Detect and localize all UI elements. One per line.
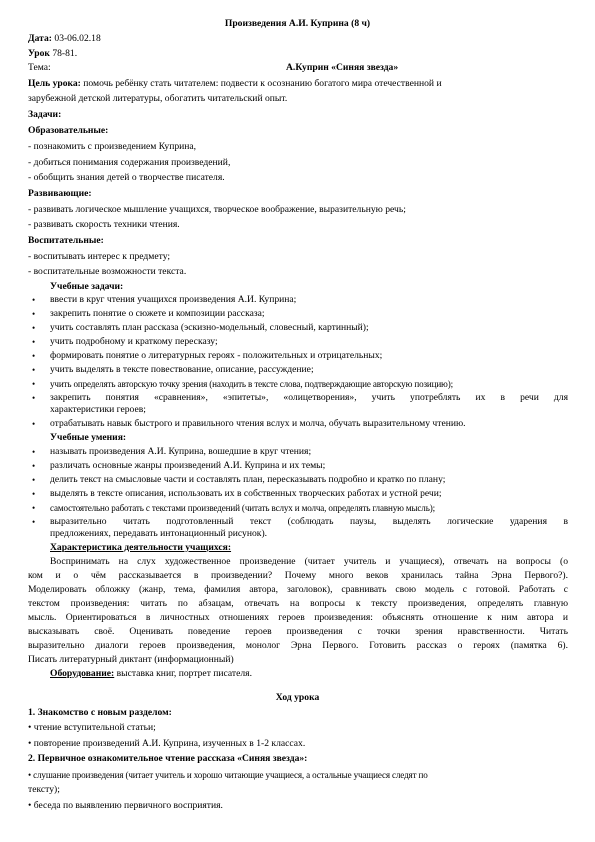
learning-task-item: учить подробному и краткому пересказу; [50,336,218,347]
bullet-icon: • [32,447,36,457]
activity-line: текстом произведения: читать по абзацам, отвечать на вопросы к тексту произведения, определять главную [28,598,568,609]
section-2-heading: 2. Первичное ознакомительное чтение рассказа «Синяя звезда»: [28,753,308,764]
activity-line: Воспринимать на слух художественное произведение (читает учитель и учащиеся), отвечать на вопросы (о [50,556,568,567]
activity-line: Моделировать обложку (жанр, тема, фамилия автора, заголовок), сравнивать свою модель с готовой. Работать с [28,584,568,595]
activity-line: ком и о чём рассказывается в произведении? Почему много веков хранилась тайна Эрна Первого?). [28,570,568,581]
learning-task-item: отрабатывать навык быстрого и правильного чтения вслух и молча, обучать выразительному чтению. [50,418,466,429]
activity-line: мысль. Ориентироваться в личностных отношениях героев произведения: объяснять отношение к ним автора и [28,612,568,623]
theme-line [28,62,568,74]
bullet-icon: • [32,517,36,527]
educational-item: - добиться понимания содержания произведений, [28,157,231,168]
equipment-value: выставка книг, портрет писателя. [116,668,252,679]
section-2-item-continued: тексту); [28,784,60,795]
learning-tasks-heading: Учебные задачи: [50,281,124,292]
skill-item: выделять в тексте описания, использовать их в собственных творческих работах и устной речи; [50,488,442,499]
learning-task-item: учить составлять план рассказа (эскизно-модельный, словесный, картинный); [50,322,369,333]
bullet-icon: • [32,323,36,333]
goal-line-1 [28,78,442,90]
bullet-icon: • [32,295,36,305]
activity-line: высказывать своё. Оценивать поведение героев произведения с точки зрения нравственности. Читать [28,626,568,637]
equipment-label: Оборудование: [50,668,115,679]
lesson-value: 78-81. [52,48,78,59]
skill-item: самостоятельно работать с текстами произведений (читать вслух и молча, определять главную мысль); [50,503,435,513]
section-2-item: • беседа по выявлению первичного восприятия. [28,800,223,811]
developing-item: - развивать логическое мышление учащихся, творческое воображение, выразительную речь; [28,204,406,215]
bullet-icon: • [32,489,36,499]
activity-line: выразительно диалоги героев произведения, монолог Эрна Первого. Готовить рассказ о героях (памятка 6). [28,640,568,651]
learning-task-item-continued: характеристики героев; [50,404,146,415]
section-2-item: • слушание произведения (читает учитель и хорошо читающие учащиеся, а остальные учащиеся следят по [28,770,428,780]
section-1-heading: 1. Знакомство с новым разделом: [28,707,172,718]
developing-item: - развивать скорость техники чтения. [28,219,180,230]
bullet-icon: • [32,365,36,375]
upbringing-item: - воспитательные возможности текста. [28,266,187,277]
goal-text-1: помочь ребёнку стать читателем: подвести к осознанию богатого мира отечественной и [83,78,442,89]
developing-heading: Развивающие: [28,188,92,199]
skill-item: выразительно читать подготовленный текст (соблюдать паузы, выделять логические ударения в [50,516,568,527]
lesson-line [28,48,77,60]
equipment-line [50,668,252,680]
date-line [28,33,101,45]
section-1-item: • повторение произведений А.И. Куприна, изученных в 1-2 классах. [28,738,306,749]
skill-item: делить текст на смысловые части и составлять план, пересказывать подробно и кратко по плану; [50,474,446,485]
goal-text-2: зарубежной детской литературы, обогатить читательский опыт. [28,93,288,104]
educational-heading: Образовательные: [28,125,109,136]
bullet-icon: • [32,337,36,347]
learning-task-item: учить выделять в тексте повествование, описание, рассуждение; [50,364,314,375]
activity-line: Писать литературный диктант (информационный) [28,654,234,665]
date-value: 03-06.02.18 [54,33,101,44]
skills-heading: Учебные умения: [50,432,127,443]
theme-label: Тема: [28,62,51,73]
theme-value: А.Куприн «Синяя звезда» [286,62,399,73]
learning-task-item: закрепить понятия «сравнения», «эпитеты», «олицетворения», учить употреблять их в речи для [50,392,568,403]
skill-item-continued: предложениях, передавать интонационный рисунок). [50,528,268,539]
learning-task-item: ввести в круг чтения учащихся произведения А.И. Куприна; [50,294,297,305]
lesson-flow-heading: Ход урока [275,692,320,703]
upbringing-heading: Воспитательные: [28,235,104,246]
bullet-icon: • [32,461,36,471]
lesson-label: Урок [28,48,50,59]
date-label: Дата: [28,33,52,44]
activity-heading: Характеристика деятельности учащихся: [50,542,232,553]
educational-item: - познакомить с произведением Куприна, [28,141,197,152]
tasks-heading: Задачи: [28,109,62,120]
bullet-icon: • [32,419,36,429]
skill-item: различать основные жанры произведений А.И. Куприна и их темы; [50,460,326,471]
bullet-icon: • [32,309,36,319]
skill-item: называть произведения А.И. Куприна, вошедшие в круг чтения; [50,446,312,457]
upbringing-item: - воспитывать интерес к предмету; [28,251,171,262]
learning-task-item: учить определять авторскую точку зрения (находить в тексте слова, подтверждающие авторскую позицию); [50,379,453,389]
educational-item: - обобщить знания детей о творчестве писателя. [28,172,225,183]
learning-task-item: формировать понятие о литературных героях - положительных и отрицательных; [50,350,383,361]
bullet-icon: • [32,475,36,485]
bullet-icon: • [32,503,36,513]
section-1-item: • чтение вступительной статьи; [28,722,156,733]
bullet-icon: • [32,393,36,403]
learning-task-item: закрепить понятие о сюжете и композиции рассказа; [50,308,265,319]
bullet-icon: • [32,351,36,361]
bullet-icon: • [32,379,36,389]
goal-label: Цель урока: [28,78,81,89]
document-title: Произведения А.И. Куприна (8 ч) [224,18,371,29]
